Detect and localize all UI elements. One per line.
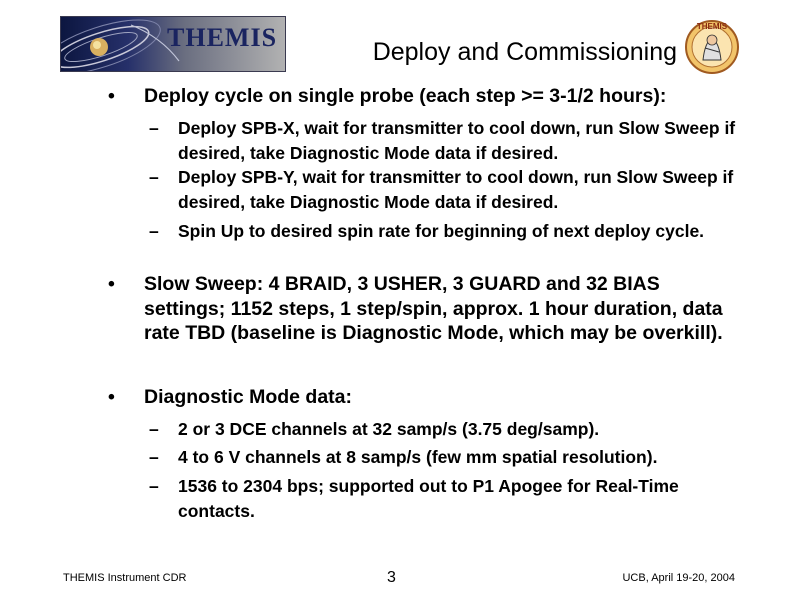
page-number: 3 xyxy=(387,569,396,586)
bullet-item xyxy=(108,84,764,108)
footer-right: UCB, April 19-20, 2004 xyxy=(622,572,735,584)
sub-item xyxy=(149,474,738,523)
sub-item xyxy=(149,445,758,470)
dash-mark: – xyxy=(149,118,159,138)
logo-text: THEMIS xyxy=(167,23,278,52)
bullet-text: Diagnostic Mode data: xyxy=(144,386,353,408)
bullet-mark: • xyxy=(108,386,115,408)
sub-item xyxy=(149,417,758,442)
bullet-item xyxy=(108,385,734,409)
dash-mark: – xyxy=(149,221,159,241)
sub-item-text: 4 to 6 V channels at 8 samp/s (few mm spatial resolution). xyxy=(178,447,658,467)
sub-item-text: 2 or 3 DCE channels at 32 samp/s (3.75 deg/samp). xyxy=(178,419,600,439)
sub-item xyxy=(149,165,738,214)
footer-left: THEMIS Instrument CDR xyxy=(63,572,187,584)
sub-item-text: 1536 to 2304 bps; supported out to P1 Apogee for Real-Time contacts. xyxy=(178,476,679,521)
badge-text: THEMIS xyxy=(696,22,728,31)
dash-mark: – xyxy=(149,167,159,187)
sub-item-text: Deploy SPB-X, wait for transmitter to cool down, run Slow Sweep if desired, take Diagnostic Mode data if desired. xyxy=(178,118,736,163)
themis-mission-badge-icon xyxy=(683,18,741,76)
bullet-text: Slow Sweep: 4 BRAID, 3 USHER, 3 GUARD and 32 BIAS settings; 1152 steps, 1 step/spin, approx. 1 hour duration, data rate TBD (baseline is Diagnostic Mode, which may be overkill). xyxy=(144,273,723,344)
dash-mark: – xyxy=(149,476,159,496)
bullet-mark: • xyxy=(108,85,115,107)
themis-logo xyxy=(60,16,286,72)
bullet-text: Deploy cycle on single probe (each step >= 3-1/2 hours): xyxy=(144,85,667,107)
bullet-item xyxy=(108,272,734,346)
page-title: Deploy and Commissioning xyxy=(372,38,677,66)
sub-item xyxy=(149,116,738,165)
sub-item-text: Deploy SPB-Y, wait for transmitter to cool down, run Slow Sweep if desired, take Diagnostic Mode data if desired. xyxy=(178,167,734,212)
bullet-mark: • xyxy=(108,273,115,295)
dash-mark: – xyxy=(149,419,159,439)
dash-mark: – xyxy=(149,447,159,467)
sub-item xyxy=(149,219,738,244)
sub-item-text: Spin Up to desired spin rate for beginning of next deploy cycle. xyxy=(178,221,705,241)
